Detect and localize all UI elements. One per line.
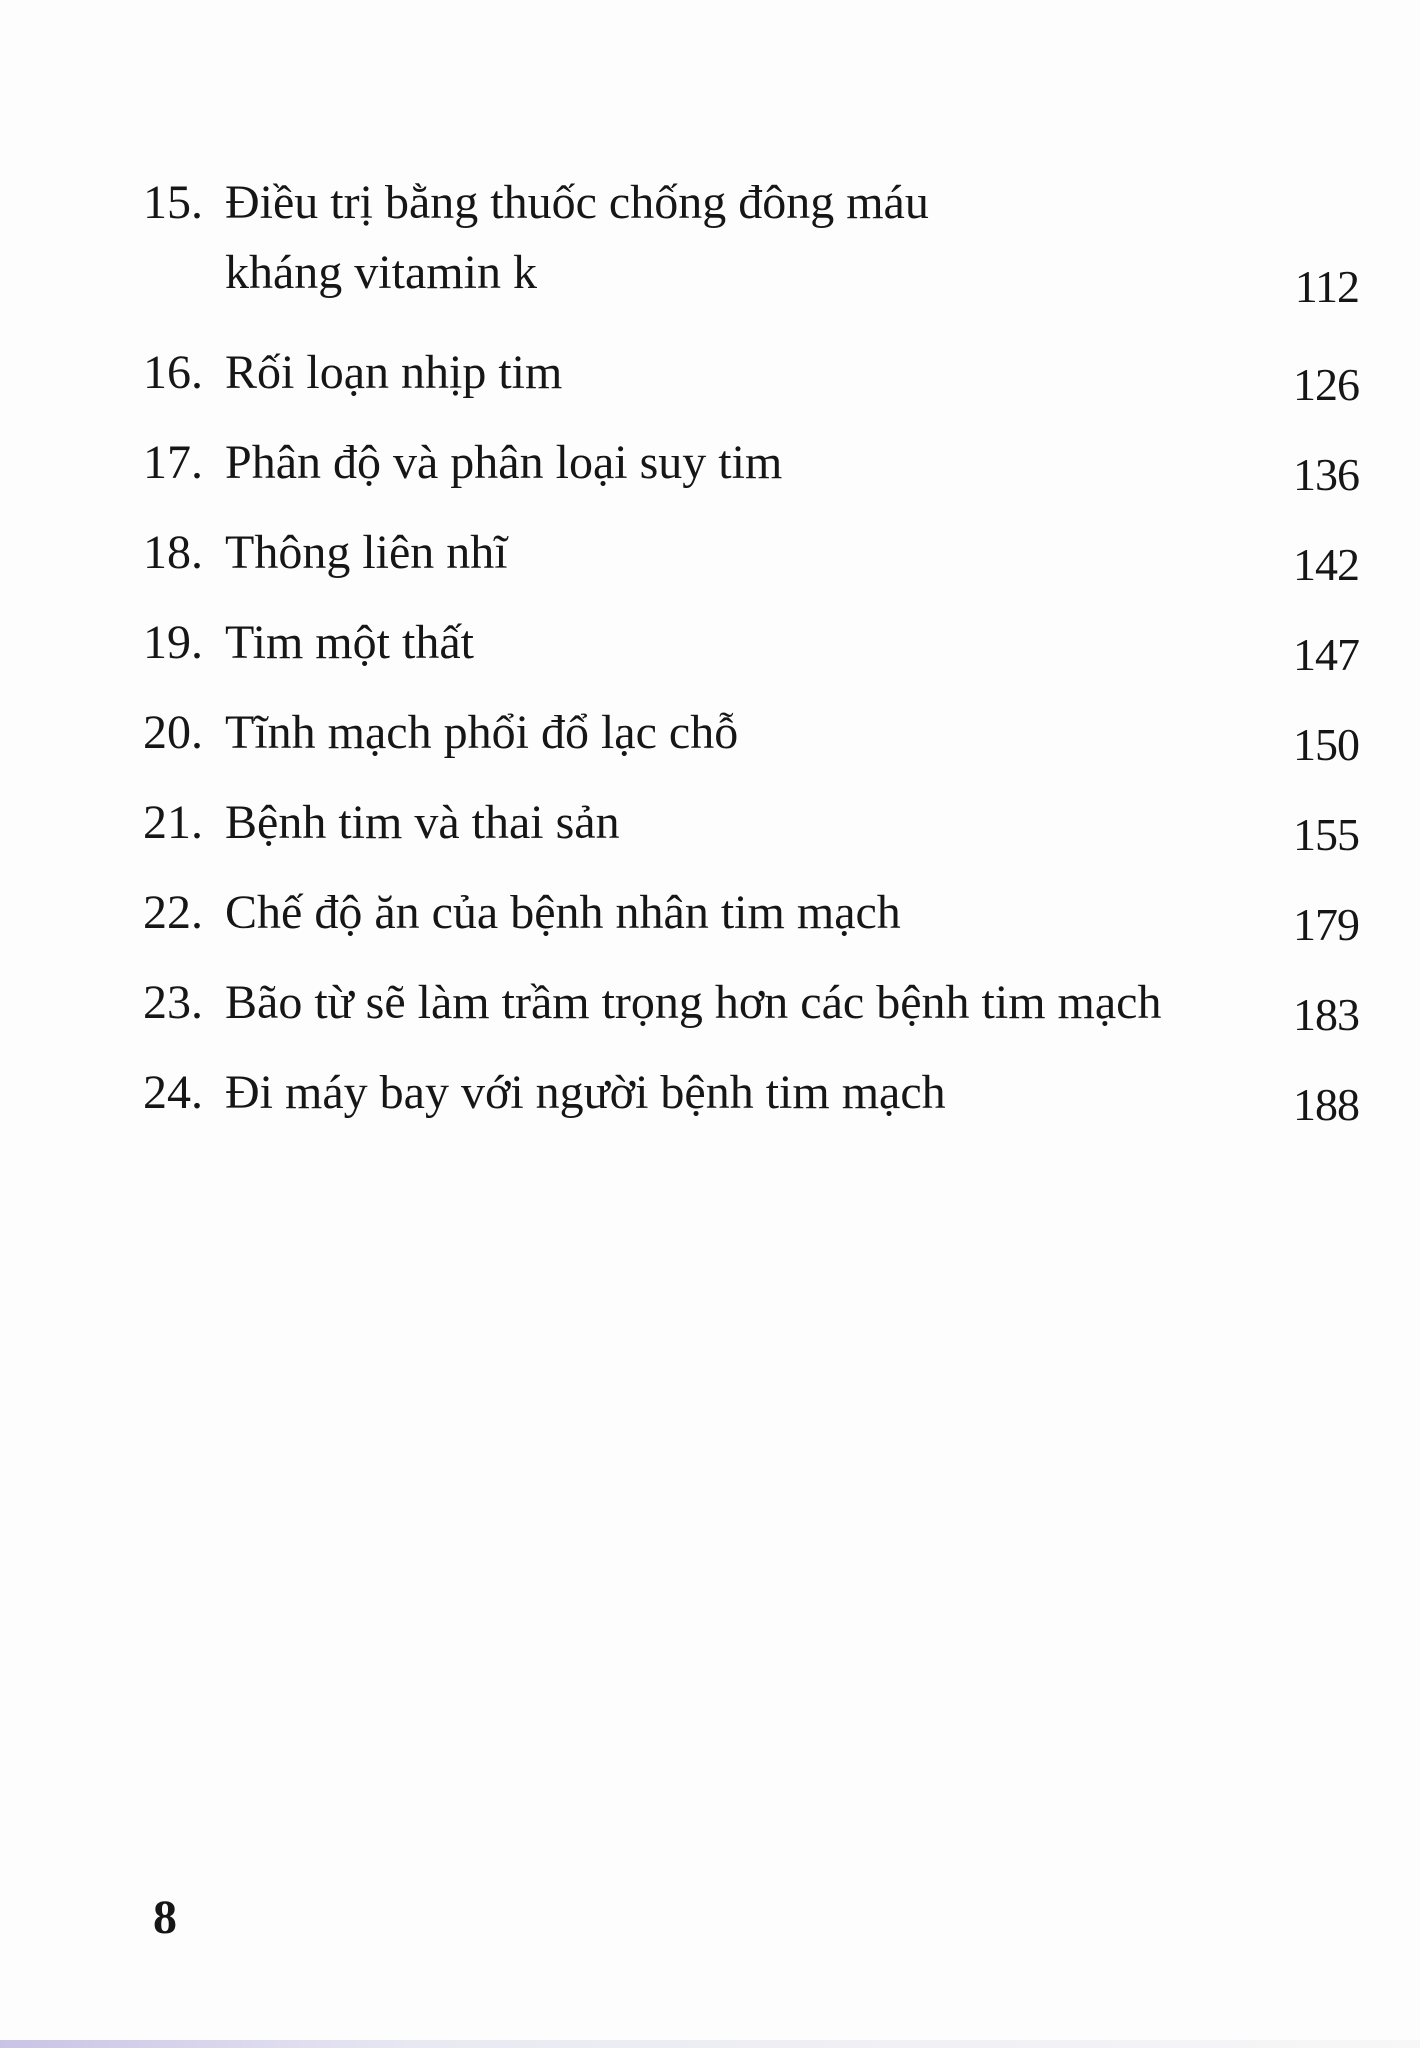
entry-title: Phân độ và phân loại suy tim — [225, 436, 783, 489]
toc-entry — [143, 418, 1363, 508]
entry-title — [225, 168, 929, 308]
entry-page-number: 155 — [1293, 809, 1359, 860]
toc-entry — [143, 958, 1363, 1048]
entry-title-line: Điều trị bằng thuốc chống đông máu — [225, 176, 929, 229]
toc-entry — [143, 688, 1363, 778]
entry-title: Thông liên nhĩ — [225, 526, 508, 579]
toc-entry — [143, 1048, 1363, 1138]
entry-title: Bão từ sẽ làm trầm trọng hơn các bệnh tim mạch — [225, 976, 1162, 1029]
entry-title: Tim một thất — [225, 616, 474, 669]
entry-title-line: kháng vitamin k — [225, 246, 537, 299]
entry-number: 23. — [143, 976, 203, 1029]
toc-entry — [143, 778, 1363, 868]
entry-number: 17. — [143, 436, 203, 489]
toc-entry — [143, 868, 1363, 958]
entry-number: 21. — [143, 796, 203, 849]
entry-page-number: 136 — [1293, 449, 1359, 500]
table-of-contents — [143, 168, 1363, 1138]
entry-title: Chế độ ăn của bệnh nhân tim mạch — [225, 886, 901, 939]
entry-number: 16. — [143, 346, 203, 399]
entry-number: 22. — [143, 886, 203, 939]
toc-entry — [143, 598, 1363, 688]
entry-page-number: 142 — [1293, 539, 1359, 590]
entry-page-number: 126 — [1293, 359, 1359, 410]
entry-page-number: 150 — [1293, 719, 1359, 770]
entry-number: 20. — [143, 706, 203, 759]
entry-number: 18. — [143, 526, 203, 579]
entry-page-number: 147 — [1293, 629, 1359, 680]
entry-title: Tĩnh mạch phổi đổ lạc chỗ — [225, 706, 739, 759]
page-folio-number: 8 — [153, 1891, 177, 1944]
entry-page-number: 188 — [1293, 1079, 1359, 1130]
entry-title: Rối loạn nhịp tim — [225, 346, 563, 399]
entry-number: 15. — [143, 176, 203, 229]
toc-entry — [143, 168, 1363, 328]
entry-title: Bệnh tim và thai sản — [225, 796, 620, 849]
entry-page-number: 179 — [1293, 899, 1359, 950]
scan-edge-stripe — [0, 2040, 1420, 2048]
entry-page-number: 112 — [1294, 261, 1359, 312]
entry-number: 19. — [143, 616, 203, 669]
entry-page-number: 183 — [1293, 989, 1359, 1040]
toc-entry — [143, 328, 1363, 418]
entry-title: Đi máy bay với người bệnh tim mạch — [225, 1066, 946, 1119]
toc-entry — [143, 508, 1363, 598]
entry-number: 24. — [143, 1066, 203, 1119]
